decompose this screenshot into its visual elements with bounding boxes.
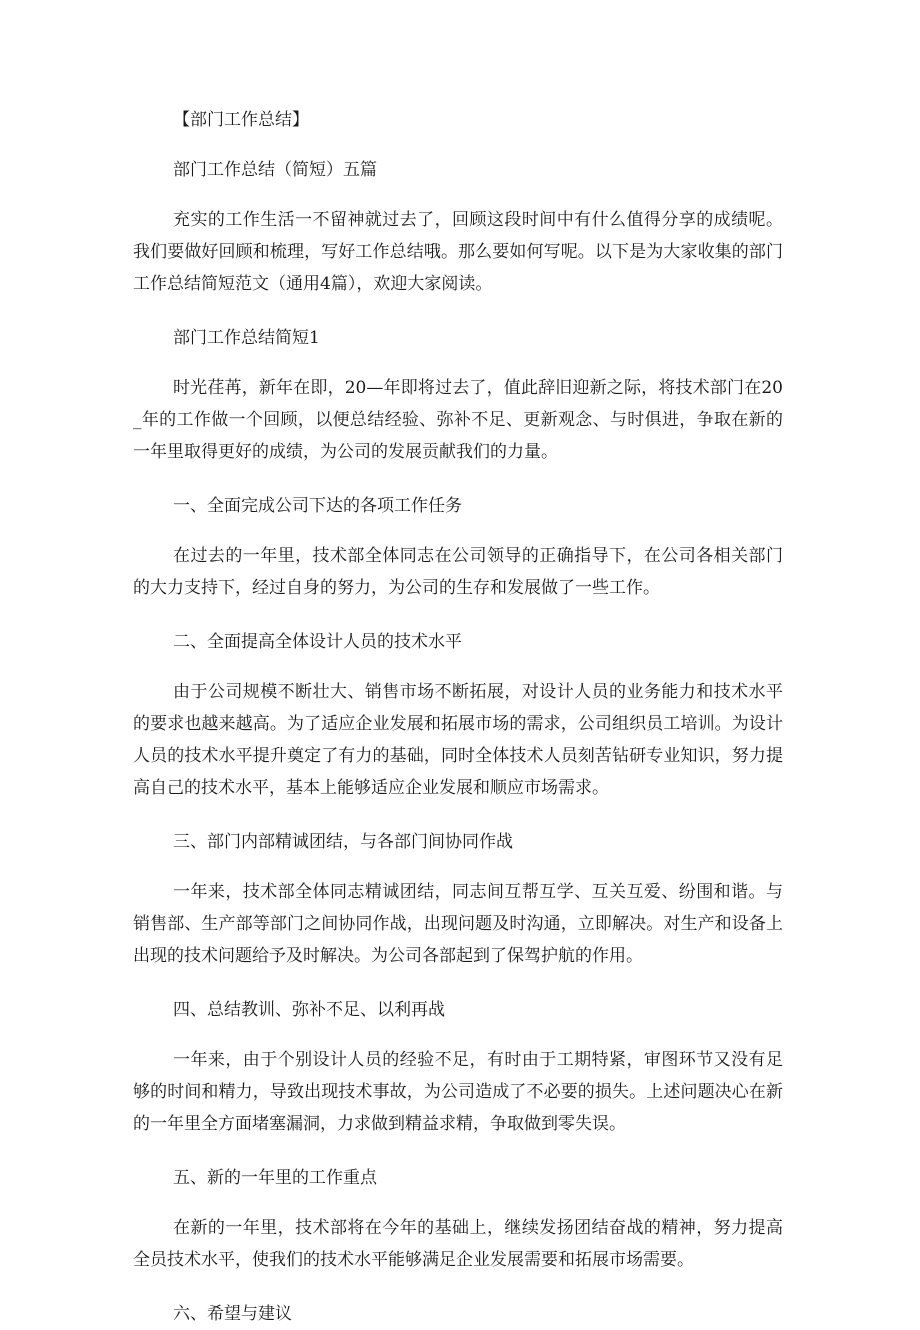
item-heading: 五、新的一年里的工作重点 <box>173 1168 377 1188</box>
last-heading: 六、希望与建议 <box>173 1304 292 1324</box>
item-body: 一年来，技术部全体同志精诚团结，同志间互帮互学、互关互爱、纷围和谐。与销售部、生产部等部门之间协同作战，出现问题及时沟通，立即解决。对生产和设备上出现的技术问题给予及时解决。为公司各部起到了保驾护航的作用。 <box>133 882 783 966</box>
item-body: 由于公司规模不断壮大、销售市场不断拓展，对设计人员的业务能力和技术水平的要求也越来越高。为了适应企业发展和拓展市场的需求，公司组织员工培训。为设计人员的技术水平提升奠定了有力的基础，同时全体技术人员刻苦钻研专业知识，努力提高自己的技术水平，基本上能够适应企业发展和顺应市场需求。 <box>133 682 783 798</box>
item-heading: 一、全面完成公司下达的各项工作任务 <box>173 496 462 516</box>
item-heading: 二、全面提高全体设计人员的技术水平 <box>173 632 462 652</box>
item-heading: 三、部门内部精诚团结，与各部门间协同作战 <box>173 832 513 852</box>
main-title: 部门工作总结（简短）五篇 <box>173 160 377 180</box>
item-body: 在新的一年里，技术部将在今年的基础上，继续发扬团结奋战的精神，努力提高全员技术水平，使我们的技术水平能够满足企业发展需要和拓展市场需要。 <box>133 1218 783 1270</box>
opening-paragraph: 时光荏苒，新年在即，20—年即将过去了，值此辞旧迎新之际，将技术部门在20_年的工作做一个回顾，以便总结经验、弥补不足、更新观念、与时俱进，争取在新的一年里取得更好的成绩，为公司的发展贡献我们的力量。 <box>133 378 783 462</box>
document-body <box>133 104 783 1330</box>
section-title: 部门工作总结简短1 <box>173 328 320 348</box>
item-body: 在过去的一年里，技术部全体同志在公司领导的正确指导下，在公司各相关部门的大力支持下，经过自身的努力，为公司的生存和发展做了一些工作。 <box>133 546 783 598</box>
item-body: 一年来，由于个别设计人员的经验不足，有时由于工期特紧，审图环节又没有足够的时间和精力，导致出现技术事故，为公司造成了不必要的损失。上述问题决心在新的一年里全方面堵塞漏洞，力求做到精益求精，争取做到零失误。 <box>133 1050 783 1134</box>
bracket-title: 【部门工作总结】 <box>173 110 309 130</box>
intro-paragraph: 充实的工作生活一不留神就过去了，回顾这段时间中有什么值得分享的成绩呢。我们要做好回顾和梳理，写好工作总结哦。那么要如何写呢。以下是为大家收集的部门工作总结简短范文（通用4篇），欢迎大家阅读。 <box>133 210 783 294</box>
item-heading: 四、总结教训、弥补不足、以利再战 <box>173 1000 445 1020</box>
